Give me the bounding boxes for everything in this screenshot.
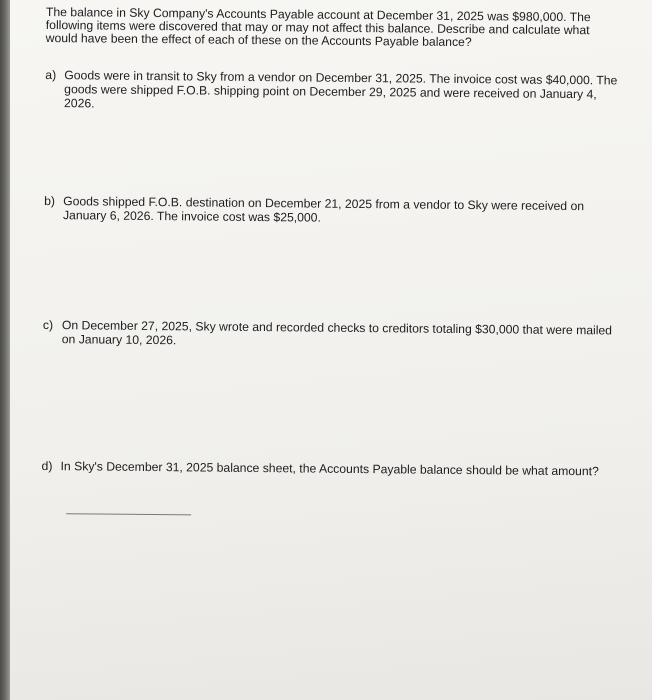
question-a xyxy=(45,68,625,116)
question-text: Goods were in transit to Sky from a vendor on December 31, 2025. The invoice cost was $40,000. The goods were shipped F.O.B. shipping point on December 29, 2025 and were received on January 4, 2026. xyxy=(64,68,618,111)
question-text: In Sky's December 31, 2025 balance sheet, the Accounts Payable balance should be what amount? xyxy=(60,459,599,479)
problem-intro: The balance in Sky Company's Accounts Payable account at December 31, 2025 was $980,000. The following items were discovered that may or may not affect this balance. Describe and calculate what would have been the effect of each of these on the Accounts Payable balance? xyxy=(45,5,591,50)
question-text: On December 27, 2025, Sky wrote and recorded checks to creditors totaling $30,000 that were mailed on January 10, 2026. xyxy=(61,318,613,348)
question-d xyxy=(42,459,622,479)
question-b xyxy=(44,194,624,228)
answer-blank-line[interactable] xyxy=(66,513,191,515)
question-letter: c) xyxy=(42,317,54,333)
paper-sheet xyxy=(10,0,652,700)
question-letter: d) xyxy=(41,458,53,474)
question-c xyxy=(43,318,623,352)
question-letter: a) xyxy=(45,67,57,83)
question-letter: b) xyxy=(44,193,56,209)
question-text: Goods shipped F.O.B. destination on December 21, 2025 from a vendor to Sky were received on January 6, 2026. The invoice cost was $25,000. xyxy=(62,194,585,225)
worksheet xyxy=(41,5,626,479)
binder-edge xyxy=(0,0,10,700)
